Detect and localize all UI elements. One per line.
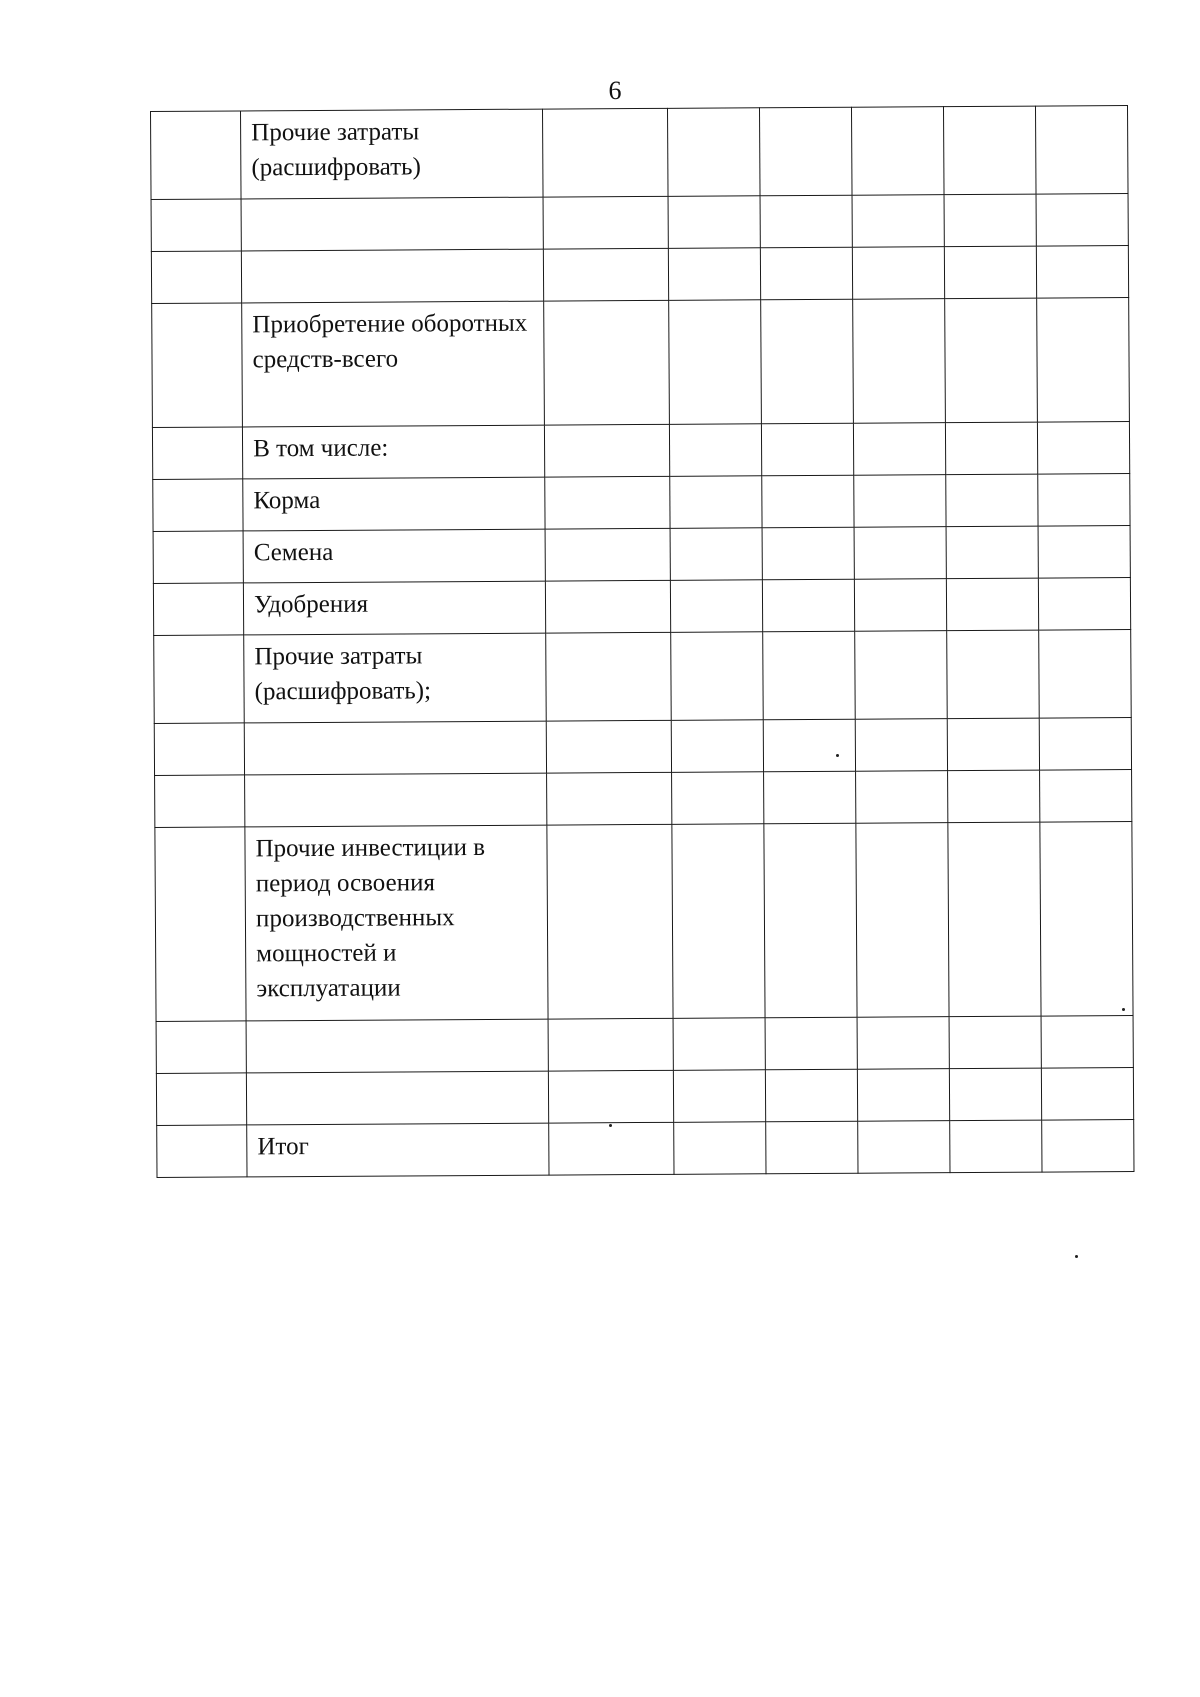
- value-cell: [1042, 1120, 1134, 1173]
- table-row: [156, 1068, 1133, 1126]
- row-label-cell: [246, 1071, 549, 1125]
- row-number-cell: [153, 531, 243, 584]
- row-number-cell: [152, 303, 243, 428]
- value-cell: [1038, 578, 1130, 631]
- row-label-cell: Прочие затраты (расшифровать);: [244, 633, 547, 723]
- value-cell: [1039, 718, 1131, 771]
- value-cell: [947, 718, 1039, 771]
- value-cell: [760, 195, 852, 248]
- value-cell: [545, 424, 669, 477]
- row-label-cell: Прочие инвестиции в период освоения производственных мощностей и эксплуатации: [245, 825, 548, 1021]
- value-cell: [944, 298, 1037, 423]
- value-cell: [946, 526, 1038, 579]
- investment-table: [150, 105, 1134, 1178]
- value-cell: [946, 630, 1039, 719]
- value-cell: [1035, 106, 1128, 195]
- table-row: [153, 526, 1130, 584]
- value-cell: [761, 423, 853, 476]
- table-row: [152, 422, 1129, 480]
- table-row: [156, 1016, 1133, 1074]
- row-number-cell: [156, 1021, 246, 1074]
- value-cell: [854, 527, 946, 580]
- page-number: 6: [608, 76, 622, 105]
- value-cell: [549, 1070, 673, 1123]
- value-cell: [546, 632, 671, 721]
- value-cell: [946, 474, 1038, 527]
- value-cell: [762, 579, 854, 632]
- row-number-cell: [151, 251, 241, 304]
- row-number-cell: [156, 1073, 246, 1126]
- value-cell: [673, 1070, 765, 1123]
- row-label-cell: Корма: [243, 477, 546, 531]
- value-cell: [670, 580, 762, 633]
- value-cell: [668, 300, 761, 425]
- value-cell: [943, 106, 1036, 195]
- value-cell: [668, 196, 760, 249]
- value-cell: [763, 719, 855, 772]
- value-cell: [765, 1121, 857, 1174]
- table-row: [151, 106, 1129, 200]
- value-cell: [544, 300, 669, 425]
- value-cell: [1036, 194, 1128, 247]
- value-cell: [852, 195, 944, 248]
- value-cell: [949, 1068, 1041, 1121]
- value-cell: [1037, 422, 1129, 475]
- value-cell: [670, 632, 763, 721]
- row-number-cell: [153, 583, 243, 636]
- table-row: [157, 1120, 1134, 1178]
- value-cell: [673, 1018, 765, 1071]
- value-cell: [944, 194, 1036, 247]
- row-number-cell: [151, 111, 242, 200]
- value-cell: [669, 424, 761, 477]
- value-cell: [944, 246, 1036, 299]
- value-cell: [546, 580, 670, 633]
- value-cell: [1038, 474, 1130, 527]
- row-number-cell: [157, 1125, 247, 1178]
- row-label-cell: Приобретение оборотных средств-всего: [242, 301, 545, 427]
- table-body: [151, 106, 1134, 1178]
- value-cell: [855, 771, 947, 824]
- row-number-cell: [154, 635, 245, 724]
- value-cell: [670, 528, 762, 581]
- row-label-cell: В том числе:: [243, 425, 546, 479]
- value-cell: [671, 720, 763, 773]
- value-cell: [1037, 298, 1130, 423]
- value-cell: [1039, 770, 1131, 823]
- table-row: [153, 578, 1130, 636]
- value-cell: [857, 1017, 949, 1070]
- value-cell: [762, 527, 854, 580]
- value-cell: [762, 631, 855, 720]
- table-row: [154, 630, 1132, 724]
- value-cell: [851, 107, 944, 196]
- row-label-cell: Итог: [247, 1123, 550, 1177]
- row-label-cell: Удобрения: [243, 581, 546, 635]
- table-row: [152, 298, 1130, 428]
- value-cell: [1041, 1016, 1133, 1069]
- value-cell: [759, 107, 852, 196]
- value-cell: [1036, 246, 1128, 299]
- value-cell: [857, 1069, 949, 1122]
- value-cell: [949, 1120, 1041, 1173]
- value-cell: [548, 1018, 672, 1071]
- row-label-cell: [241, 197, 544, 251]
- value-cell: [852, 247, 944, 300]
- value-cell: [763, 771, 855, 824]
- value-cell: [855, 719, 947, 772]
- value-cell: [854, 579, 946, 632]
- value-cell: [765, 1069, 857, 1122]
- value-cell: [946, 578, 1038, 631]
- value-cell: [673, 1122, 765, 1175]
- row-number-cell: [153, 479, 243, 532]
- row-number-cell: [154, 723, 244, 776]
- value-cell: [949, 1016, 1041, 1069]
- row-number-cell: [155, 827, 246, 1022]
- value-cell: [545, 476, 669, 529]
- table-row: [153, 474, 1130, 532]
- scan-speck: [609, 1124, 612, 1127]
- table-row: [155, 822, 1133, 1022]
- value-cell: [760, 247, 852, 300]
- value-cell: [852, 299, 945, 424]
- value-cell: [544, 248, 668, 301]
- value-cell: [669, 476, 761, 529]
- row-label-cell: Семена: [243, 529, 546, 583]
- value-cell: [1039, 630, 1132, 719]
- table-row: [151, 246, 1128, 304]
- value-cell: [945, 422, 1037, 475]
- value-cell: [547, 772, 671, 825]
- value-cell: [857, 1121, 949, 1174]
- value-cell: [543, 196, 667, 249]
- value-cell: [667, 108, 760, 197]
- value-cell: [853, 423, 945, 476]
- row-number-cell: [152, 427, 242, 480]
- value-cell: [948, 822, 1041, 1017]
- value-cell: [668, 248, 760, 301]
- value-cell: [1038, 526, 1130, 579]
- value-cell: [765, 1017, 857, 1070]
- row-label-cell: [245, 773, 548, 827]
- row-number-cell: [151, 199, 241, 252]
- value-cell: [1040, 822, 1133, 1017]
- value-cell: [761, 475, 853, 528]
- table-row: [151, 194, 1128, 252]
- row-label-cell: [244, 721, 547, 775]
- scan-speck: [1122, 1008, 1125, 1011]
- value-cell: [763, 823, 856, 1018]
- value-cell: [545, 528, 669, 581]
- value-cell: [671, 824, 764, 1019]
- row-label-cell: Прочие затраты (расшифровать): [241, 109, 544, 199]
- row-number-cell: [155, 775, 245, 828]
- value-cell: [1041, 1068, 1133, 1121]
- value-cell: [853, 475, 945, 528]
- value-cell: [671, 772, 763, 825]
- value-cell: [947, 770, 1039, 823]
- table-row: [155, 770, 1132, 828]
- value-cell: [547, 824, 672, 1019]
- row-label-cell: [241, 249, 544, 303]
- value-cell: [760, 299, 853, 424]
- scan-speck: [1075, 1255, 1078, 1258]
- value-cell: [543, 108, 668, 197]
- scan-speck: [836, 754, 839, 757]
- value-cell: [547, 720, 671, 773]
- value-cell: [856, 823, 949, 1018]
- table-row: [154, 718, 1131, 776]
- value-cell: [854, 631, 947, 720]
- value-cell: [549, 1122, 673, 1175]
- row-label-cell: [246, 1019, 549, 1073]
